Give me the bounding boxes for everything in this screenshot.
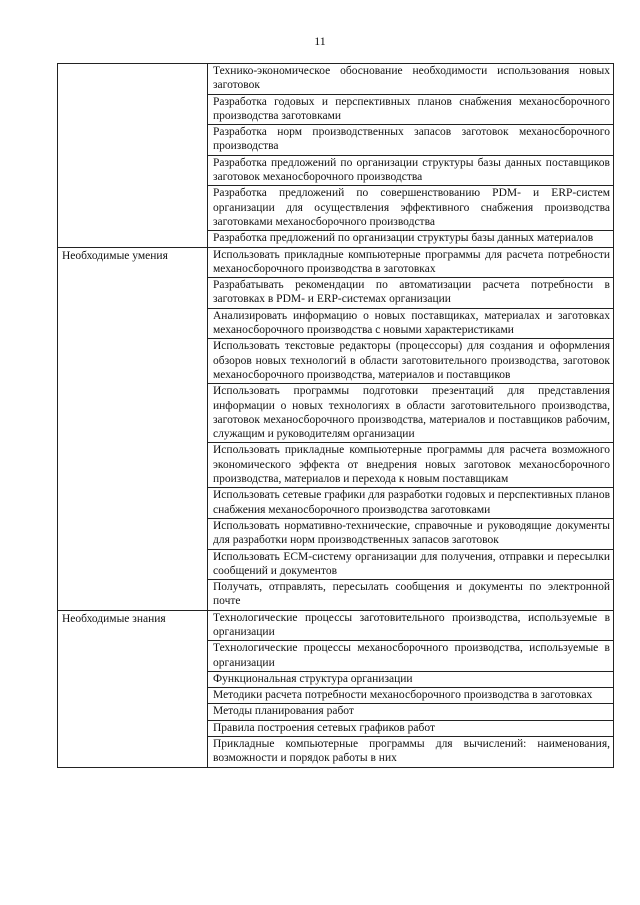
requirement-item: Технико-экономическое обоснование необходимости использования новых заготовок [208, 64, 613, 95]
section-row [58, 610, 614, 767]
requirement-item: Использовать сетевые графики для разработки годовых и перспективных планов снабжения механосборочного производства заготовками [208, 488, 613, 519]
requirement-item: Разработка норм производственных запасов заготовок механосборочного производства [208, 125, 613, 156]
requirement-item: Использовать программы подготовки презентаций для представления информации о новых технологиях в области заготовительного производства, заготовок механосборочного производства, материалов и поставщиков рабочим, служащим и руководителям организации [208, 384, 613, 443]
section-items [208, 610, 614, 767]
requirement-item: Правила построения сетевых графиков работ [208, 721, 613, 737]
requirement-item: Методики расчета потребности механосборочного производства в заготовках [208, 688, 613, 704]
requirement-item: Технологические процессы механосборочного производства, используемые в организации [208, 641, 613, 672]
requirement-item: Технологические процессы заготовительного производства, используемые в организации [208, 611, 613, 642]
section-label: Необходимые знания [58, 610, 208, 767]
requirement-item: Разработка годовых и перспективных планов снабжения механосборочного производства заготовками [208, 95, 613, 126]
requirement-item: Использовать нормативно-технические, справочные и руководящие документы для разработки норм производственных запасов заготовок [208, 519, 613, 550]
requirement-item: Функциональная структура организации [208, 672, 613, 688]
requirement-item: Разработка предложений по организации структуры базы данных поставщиков заготовок механосборочного производства [208, 156, 613, 187]
requirement-item: Прикладные компьютерные программы для вычислений: наименования, возможности и порядок работы в них [213, 738, 610, 765]
requirement-item: Разрабатывать рекомендации по автоматизации расчета потребности в заготовках в PDM- и ERP-системах организации [208, 278, 613, 309]
requirement-item: Анализировать информацию о новых поставщиках, материалах и заготовках механосборочного производства с новыми характеристиками [208, 309, 613, 340]
requirement-item: Разработка предложений по организации структуры базы данных материалов [213, 232, 594, 245]
section-row [58, 247, 614, 610]
requirements-table [57, 63, 614, 768]
section-label: Необходимые умения [58, 247, 208, 610]
section-row [58, 64, 614, 248]
section-label [58, 64, 208, 248]
requirement-item: Получать, отправлять, пересылать сообщения и документы по электронной почте [213, 581, 610, 608]
page-number: 11 [314, 34, 326, 48]
requirement-item: Использовать текстовые редакторы (процессоры) для создания и оформления обзоров новых технологий в области заготовительного производства, заготовок механосборочного производства, материалов и поставщиков [208, 339, 613, 384]
section-items [208, 64, 614, 248]
requirement-item: Методы планирования работ [208, 704, 613, 720]
section-items [208, 247, 614, 610]
requirement-item: Использовать прикладные компьютерные программы для расчета возможного экономического эффекта от внедрения новых заготовок механосборочного производства, материалов и перехода к новым поставщикам [208, 443, 613, 488]
requirement-item: Разработка предложений по совершенствованию PDM- и ERP-систем организации для осуществления эффективного снабжения производства заготовками механосборочного производства [208, 186, 613, 231]
requirement-item: Использовать ECM-систему организации для получения, отправки и пересылки сообщений и документов [208, 550, 613, 581]
requirement-item: Использовать прикладные компьютерные программы для расчета потребности механосборочного производства в заготовках [208, 248, 613, 279]
